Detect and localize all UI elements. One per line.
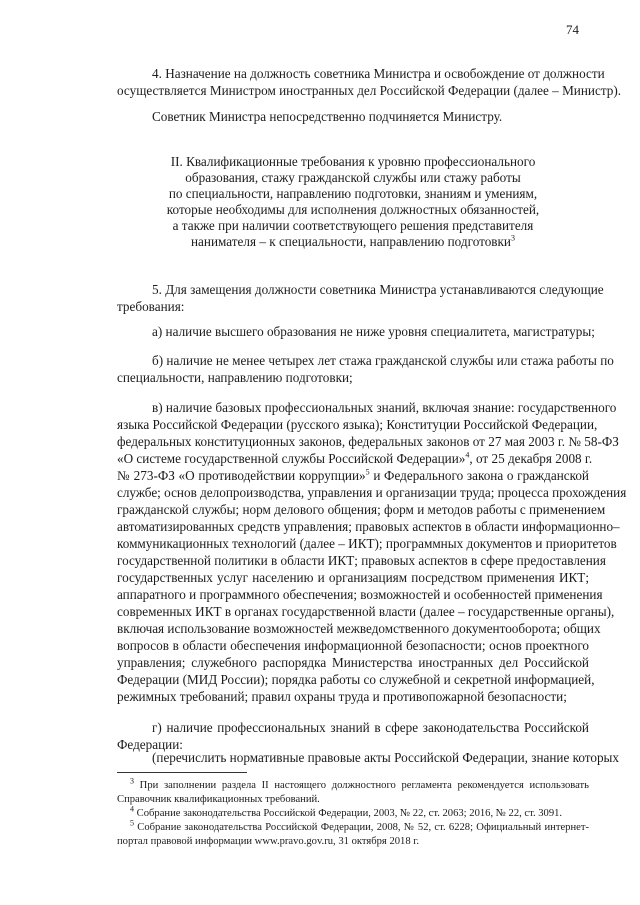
item-v-line-13: современных ИКТ в органах государственной власти (далее – государственные органы), xyxy=(117,604,615,619)
item-v-line-18: режимных требований; правил охраны труда и противопожарной безопасности; xyxy=(117,689,567,704)
item-v-line-5: № 273-ФЗ «О противодействии коррупции»$^5$ и Федерального закона о гражданской xyxy=(117,467,589,483)
section-heading-line-2: образования, стажу гражданской службы или стажу работы xyxy=(185,170,521,185)
section-heading-line-6: нанимателя – к специальности, направлению подготовки$^3$ xyxy=(191,233,515,249)
footnote-separator xyxy=(117,772,247,773)
item-v-line-8: автоматизированных средств управления; правовых аспектов в области информационно– xyxy=(117,519,620,534)
paragraph-5-line-2: требования: xyxy=(117,299,185,314)
item-v-line-16: управления; служебного распорядка Министерства иностранных дел Российской xyxy=(117,655,589,670)
item-v-line-14: включая использование возможностей межведомственного документооборота; общих xyxy=(117,621,601,636)
footnote-3-line-2: Справочник квалификационных требований. xyxy=(117,794,320,805)
item-v-line-2: языка Российской Федерации (русского языка); Конституции Российской Федерации, xyxy=(117,417,598,432)
paragraph-4-line-1: 4. Назначение на должность советника Министра и освобождение от должности xyxy=(152,66,605,81)
item-g-line-2: Федерации: xyxy=(117,737,183,752)
item-v-line-1: в) наличие базовых профессиональных знаний, включая знание: государственного xyxy=(152,400,617,415)
item-b-line-2: специальности, направлению подготовки; xyxy=(117,370,353,385)
item-v-line-10: государственной политики в области ИКТ; правовых аспектов в сфере предоставления xyxy=(117,553,606,568)
item-b-line-1: б) наличие не менее четырех лет стажа гражданской службы или стажа работы по xyxy=(152,353,614,368)
item-v-line-17: Федерации (МИД России); порядка работы со служебной и секретной информацией, xyxy=(117,672,595,687)
section-heading-line-4: которые необходимы для исполнения должностных обязанностей, xyxy=(166,202,540,217)
section-heading-line-5: а также при наличии соответствующего решения представителя xyxy=(172,218,534,233)
footnote-3-line-1: $^3$ При заполнении раздела II настоящего должностного регламента рекомендуется использовать xyxy=(130,776,589,791)
section-heading-line-3: по специальности, направлению подготовки, знаниям и умениям, xyxy=(168,186,538,201)
footnote-ref-3: 3 xyxy=(510,233,515,243)
footnote-ref-5: 5 xyxy=(365,467,370,477)
footnote-4: $^4$ Собрание законодательства Российской Федерации, 2003, № 22, ст. 2063; 2016, № 22, ст. 3091. xyxy=(130,804,563,819)
footnote-ref-4: 4 xyxy=(465,450,470,460)
paragraph-4-line-2: осуществляется Министром иностранных дел Российской Федерации (далее – Министр). xyxy=(117,83,622,98)
item-v-line-12: аппаратного и программного обеспечения; возможностей и особенностей применения xyxy=(117,587,603,602)
item-v-line-11: государственных услуг населению и организациям посредством применения ИКТ; xyxy=(117,570,589,585)
paragraph-5-line-1: 5. Для замещения должности советника Министра устанавливаются следующие xyxy=(152,282,604,297)
item-a: а) наличие высшего образования не ниже уровня специалитета, магистратуры; xyxy=(152,324,595,339)
item-v-line-3: федеральных конституционных законов, федеральных законов от 27 мая 2003 г. № 58-ФЗ xyxy=(117,434,619,449)
section-heading-line-1: II. Квалификационные требования к уровню профессионального xyxy=(170,154,536,169)
item-v-line-6: службе; основ делопроизводства, управления и организации труда; процесса прохождения xyxy=(117,485,627,500)
footnote-5-line-2: портал правовой информации www.pravo.gov.ru, 31 октября 2018 г. xyxy=(117,836,420,847)
page-number: 74 xyxy=(566,22,579,37)
item-v-line-9: коммуникационных технологий (далее – ИКТ); программных документов и приоритетов xyxy=(117,536,617,551)
item-v-line-4: «О системе государственной службы Российской Федерации»$^4$, от 25 декабря 2008 г. xyxy=(117,450,593,466)
paragraph-subordination: Советник Министра непосредственно подчиняется Министру. xyxy=(152,109,503,124)
item-g-line-1: г) наличие профессиональных знаний в сфере законодательства Российской xyxy=(152,720,589,735)
list-instruction-line: (перечислить нормативные правовые акты Российской Федерации, знание которых xyxy=(152,750,620,765)
footnote-5-line-1: $^5$ Собрание законодательства Российской Федерации, 2008, № 52, ст. 6228; Официальный интернет- xyxy=(130,818,589,833)
item-v-line-7: гражданской службы; норм делового общения; форм и методов работы с применением xyxy=(117,502,606,517)
item-v-line-15: вопросов в области обеспечения информационной безопасности; основ проектного xyxy=(117,638,589,653)
